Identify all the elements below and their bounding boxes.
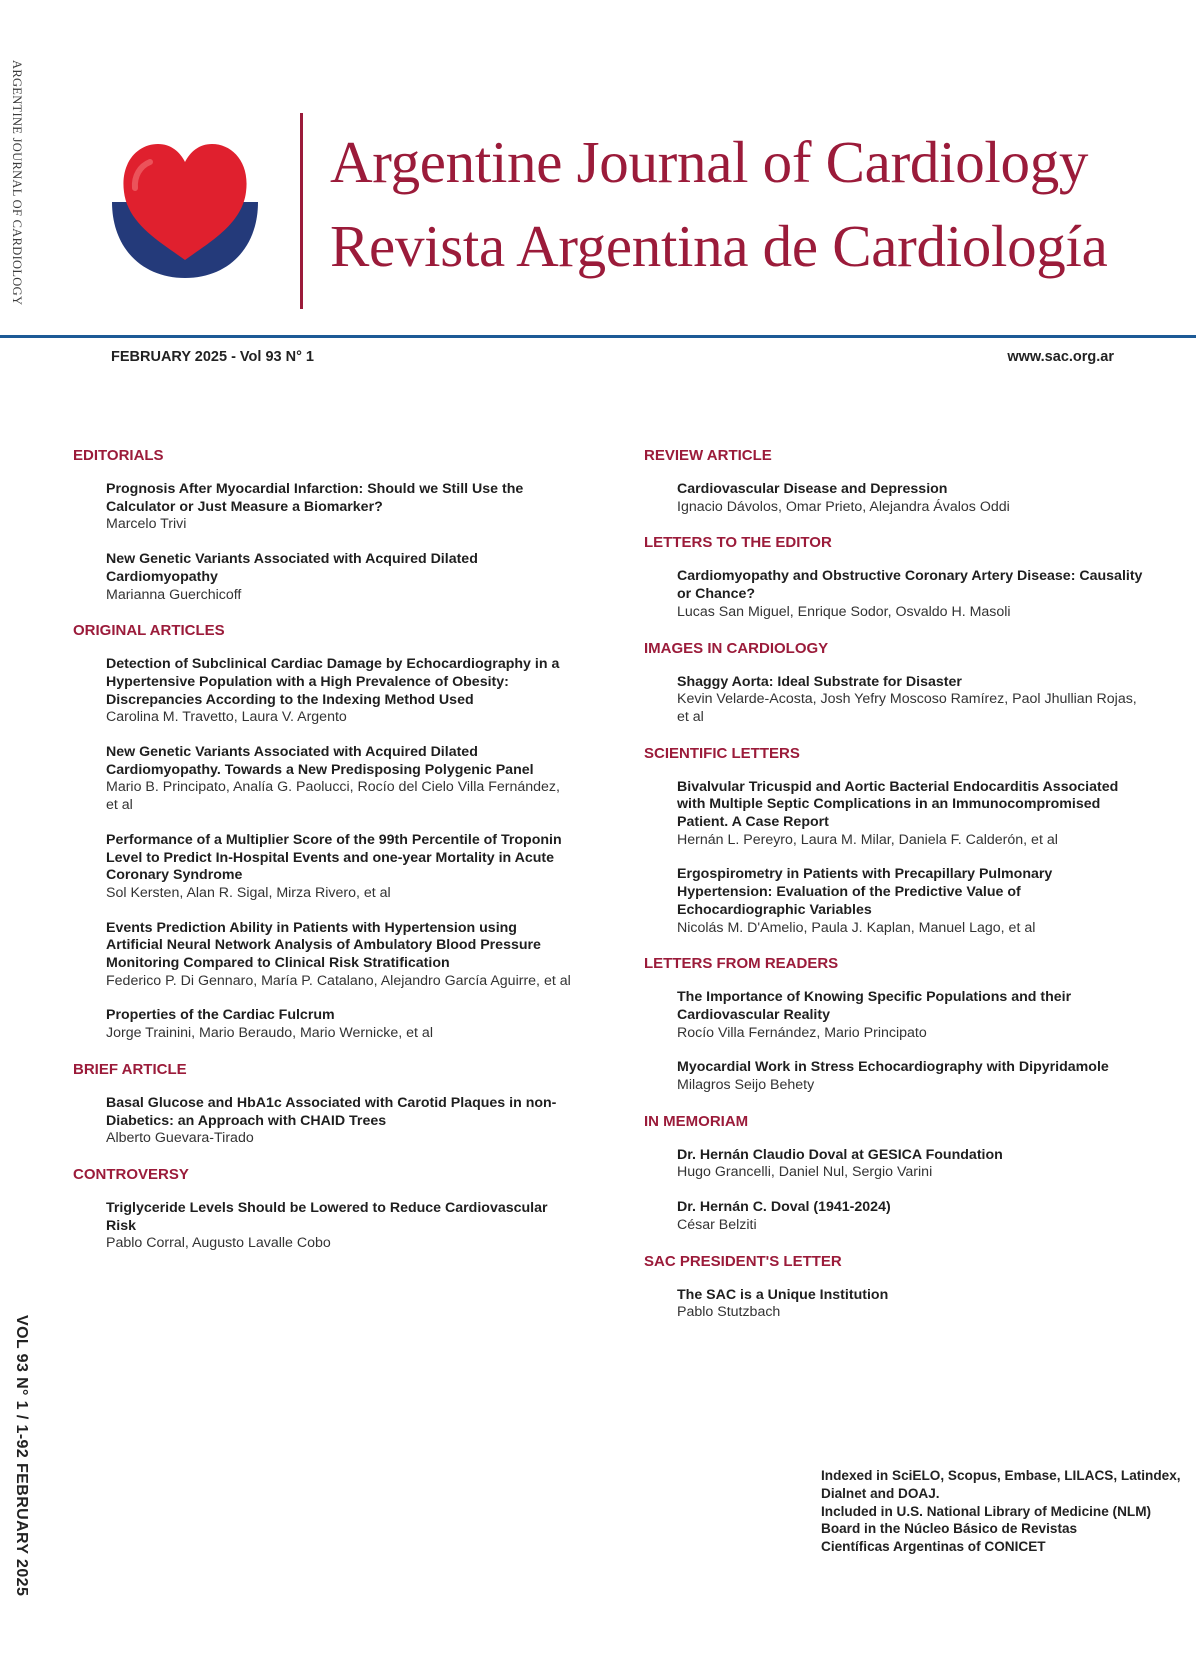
- article-entry[interactable]: [106, 656, 573, 727]
- section-heading: CONTROVERSY: [73, 1165, 189, 1183]
- article-title: Properties of the Cardiac Fulcrum: [106, 1007, 335, 1024]
- article-entry[interactable]: [677, 481, 1144, 516]
- section-heading: EDITORIALS: [73, 447, 164, 464]
- article-authors: César Belziti: [677, 1216, 757, 1233]
- article-authors: Milagros Seijo Behety: [677, 1077, 815, 1094]
- article-authors: Hugo Grancelli, Daniel Nul, Sergio Varini: [677, 1164, 933, 1181]
- article-entry[interactable]: [677, 568, 1144, 621]
- spine-issue: [4, 1315, 34, 1597]
- article-title: Basal Glucose and HbA1c Associated with Carotid Plaques in non-Diabetics: an Approach with CHAID Trees: [106, 1094, 557, 1129]
- article-authors: Sol Kersten, Alan R. Sigal, Mirza Rivero, et al: [106, 884, 391, 901]
- article-authors: Kevin Velarde-Acosta, Josh Yefry Moscoso Ramírez, Paol Jhullian Rojas, et al: [677, 691, 1137, 725]
- section-heading: LETTERS FROM READERS: [644, 955, 839, 973]
- article-title: Prognosis After Myocardial Infarction: Should we Still Use the Calculator or Just Measure a Biomarker?: [106, 481, 524, 515]
- article-title: Myocardial Work in Stress Echocardiography with Dipyridamole: [677, 1059, 1109, 1076]
- article-title: Cardiovascular Disease and Depression: [677, 481, 948, 497]
- article-authors: Mario B. Principato, Analía G. Paolucci, Rocío del Cielo Villa Fernández, et al: [106, 779, 560, 814]
- article-entry[interactable]: [677, 779, 1144, 850]
- contents-section: [73, 621, 573, 1043]
- article-authors: Marianna Guerchicoff: [106, 586, 242, 603]
- article-entry[interactable]: [106, 1095, 573, 1148]
- article-entry[interactable]: [677, 674, 1144, 727]
- website-link[interactable]: www.sac.org.ar: [1007, 349, 1114, 365]
- article-authors: Alberto Guevara-Tirado: [106, 1130, 254, 1147]
- article-authors: Marcelo Trivi: [106, 516, 187, 533]
- article-authors: Ignacio Dávolos, Omar Prieto, Alejandra Ávalos Oddi: [677, 498, 1010, 515]
- article-entry[interactable]: [106, 744, 573, 815]
- contents-section: [644, 639, 1144, 727]
- article-entry[interactable]: [106, 920, 573, 991]
- contents-section: [644, 744, 1144, 938]
- contents-left-column: [73, 446, 573, 1270]
- indexing-line: Board in the Núcleo Básico de Revistas: [821, 1521, 1078, 1537]
- journal-title-spanish: Revista Argentina de Cardiología: [330, 213, 1108, 279]
- article-title: The SAC is a Unique Institution: [677, 1286, 889, 1303]
- section-heading: ORIGINAL ARTICLES: [73, 622, 225, 640]
- article-title: Performance of a Multiplier Score of the 99th Percentile of Troponin Level to Predict In-Hospital Events and one-year Mortality in Acute Coronary Syndrome: [106, 831, 562, 884]
- article-entry[interactable]: [677, 1059, 1144, 1094]
- article-entry[interactable]: [677, 989, 1144, 1042]
- indexing-line: Dialnet and DOAJ.: [821, 1485, 940, 1501]
- article-entry[interactable]: [106, 1200, 573, 1253]
- indexing-info: [821, 1467, 1181, 1556]
- article-title: Cardiomyopathy and Obstructive Coronary Artery Disease: Causality or Chance?: [677, 568, 1143, 603]
- article-title: Dr. Hernán Claudio Doval at GESICA Foundation: [677, 1146, 1003, 1163]
- article-authors: Hernán L. Pereyro, Laura M. Milar, Daniela F. Calderón, et al: [677, 831, 1058, 848]
- article-entry[interactable]: [106, 551, 573, 604]
- contents-section: [644, 1252, 1144, 1322]
- article-entry[interactable]: [677, 1147, 1144, 1182]
- article-entry[interactable]: [677, 1199, 1144, 1234]
- contents-section: [73, 1060, 573, 1148]
- article-authors: Pablo Corral, Augusto Lavalle Cobo: [106, 1235, 331, 1252]
- indexing-line: Indexed in SciELO, Scopus, Embase, LILACS, Latindex,: [821, 1468, 1181, 1483]
- article-title: Triglyceride Levels Should be Lowered to Reduce Cardiovascular Risk: [106, 1199, 548, 1234]
- article-title: Shaggy Aorta: Ideal Substrate for Disaster: [677, 673, 962, 690]
- article-title: Detection of Subclinical Cardiac Damage by Echocardiography in a Hypertensive Population with a High Prevalence of Obesity: Discrepancies According to the Indexing Method Used: [106, 656, 560, 708]
- title-divider: [300, 113, 303, 309]
- article-title: New Genetic Variants Associated with Acquired Dilated Cardiomyopathy. Towards a New Predisposing Polygenic Panel: [106, 744, 534, 778]
- section-heading: SAC PRESIDENT'S LETTER: [644, 1252, 842, 1270]
- article-title: Events Prediction Ability in Patients with Hypertension using Artificial Neural Network Analysis of Ambulatory Blood Pressure Monitoring Compared to Clinical Risk Stratification: [106, 919, 541, 972]
- contents-right-column: [644, 446, 1144, 1339]
- section-heading: LETTERS TO THE EDITOR: [644, 534, 832, 552]
- spine-title-text: ARGENTINE JOURNAL OF CARDIOLOGY: [10, 60, 24, 306]
- article-title: Bivalvular Tricuspid and Aortic Bacterial Endocarditis Associated with Multiple Septic Complications in an Immunocompromised Patient. A Case Report: [677, 778, 1119, 831]
- heart-logo-icon: [110, 140, 260, 280]
- article-authors: Nicolás M. D'Amelio, Paula J. Kaplan, Manuel Lago, et al: [677, 919, 1036, 936]
- contents-section: [644, 1112, 1144, 1235]
- article-authors: Pablo Stutzbach: [677, 1304, 781, 1321]
- contents-section: [73, 1165, 573, 1253]
- article-authors: Jorge Trainini, Mario Beraudo, Mario Wernicke, et al: [106, 1025, 433, 1042]
- header-rule: [0, 335, 1196, 338]
- article-title: The Importance of Knowing Specific Populations and their Cardiovascular Reality: [677, 989, 1072, 1023]
- indexing-line: Científicas Argentinas of CONICET: [821, 1539, 1046, 1555]
- issue-info: FEBRUARY 2025 - Vol 93 N° 1: [111, 349, 314, 365]
- article-authors: Rocío Villa Fernández, Mario Principato: [677, 1024, 927, 1041]
- article-entry[interactable]: [677, 866, 1144, 937]
- article-title: Ergospirometry in Patients with Precapillary Pulmonary Hypertension: Evaluation of the Predictive Value of Echocardiographic Variables: [677, 866, 1053, 918]
- spine-issue-text: VOL 93 N° 1 / 1-92 FEBRUARY 2025: [13, 1315, 30, 1597]
- article-authors: Carolina M. Travetto, Laura V. Argento: [106, 709, 347, 726]
- section-heading: IN MEMORIAM: [644, 1112, 749, 1130]
- spine-title: [2, 60, 28, 320]
- journal-title-english: Argentine Journal of Cardiology: [330, 129, 1089, 195]
- section-heading: SCIENTIFIC LETTERS: [644, 744, 800, 762]
- article-entry[interactable]: [106, 832, 573, 903]
- section-heading: IMAGES IN CARDIOLOGY: [644, 639, 829, 657]
- contents-section: [644, 446, 1144, 516]
- section-heading: BRIEF ARTICLE: [73, 1060, 187, 1078]
- article-authors: Federico P. Di Gennaro, María P. Catalano, Alejandro García Aguirre, et al: [106, 972, 571, 989]
- article-authors: Lucas San Miguel, Enrique Sodor, Osvaldo H. Masoli: [677, 603, 1011, 620]
- article-entry[interactable]: [106, 481, 573, 534]
- article-title: Dr. Hernán C. Doval (1941-2024): [677, 1199, 891, 1216]
- contents-section: [644, 954, 1144, 1095]
- section-heading: REVIEW ARTICLE: [644, 447, 772, 464]
- indexing-line: Included in U.S. National Library of Medicine (NLM): [821, 1503, 1152, 1519]
- article-entry[interactable]: [677, 1287, 1144, 1322]
- contents-section: [644, 533, 1144, 621]
- article-entry[interactable]: [106, 1007, 573, 1042]
- contents-section: [73, 446, 573, 604]
- article-title: New Genetic Variants Associated with Acquired Dilated Cardiomyopathy: [106, 551, 478, 585]
